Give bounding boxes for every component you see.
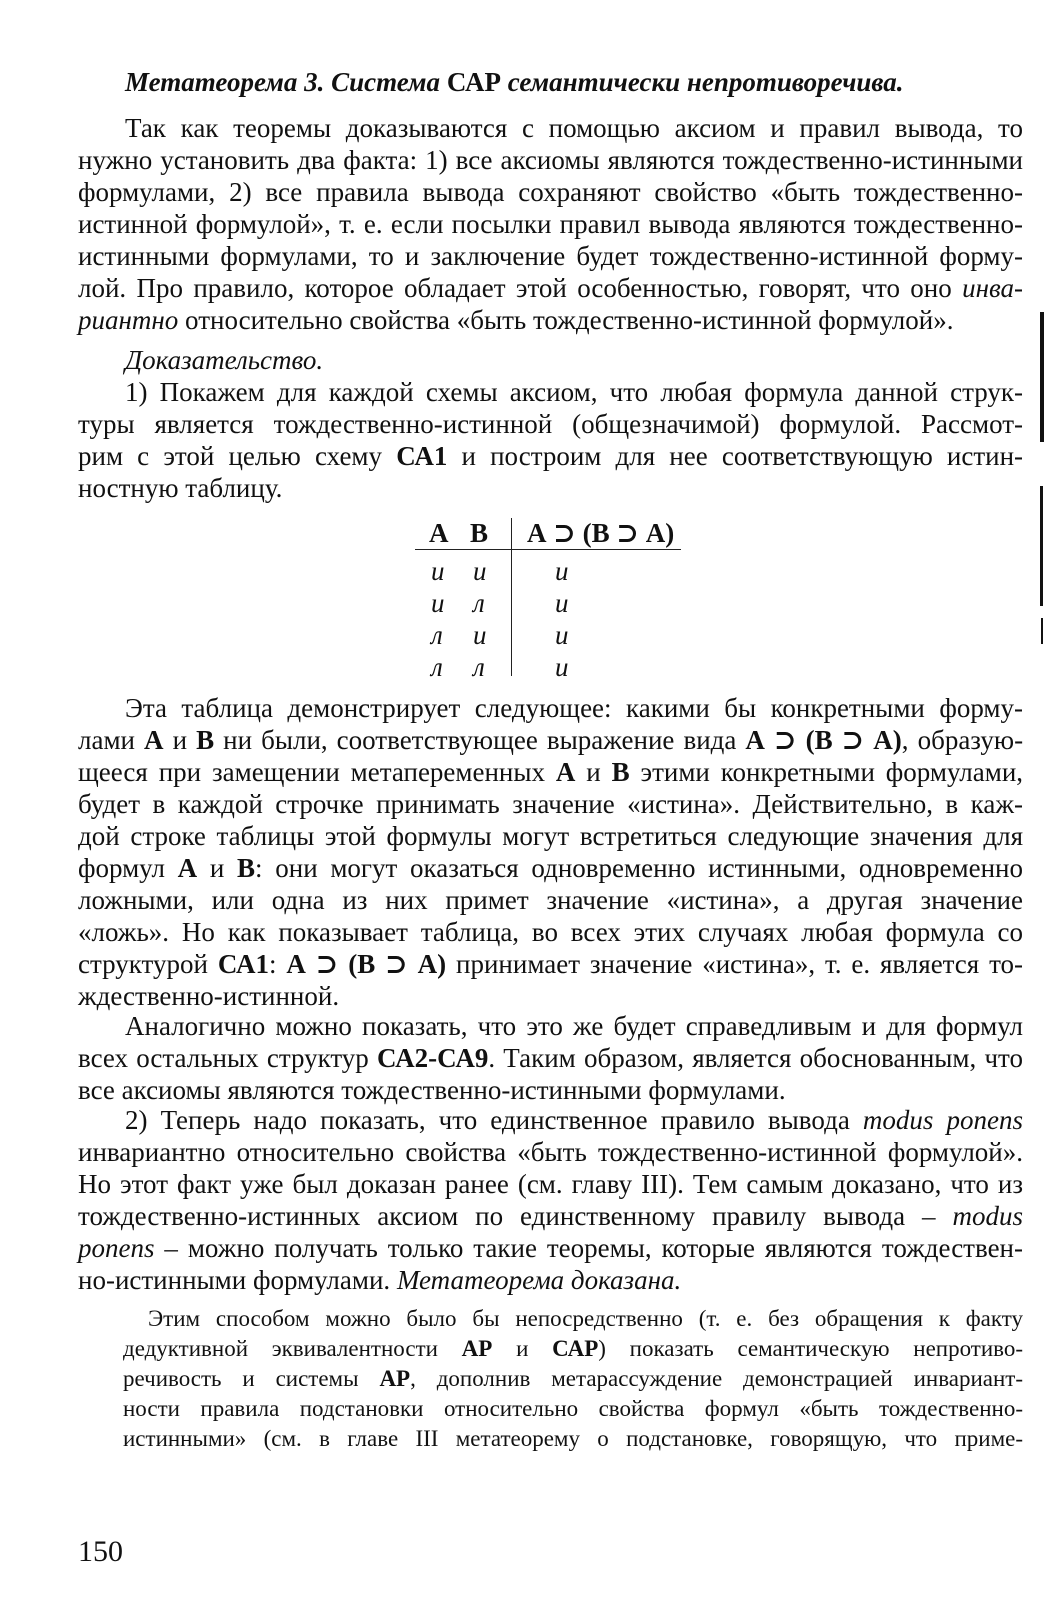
system-word: Система bbox=[331, 67, 441, 97]
table-header-formula: А ⊃ (В ⊃ А) bbox=[527, 518, 675, 548]
metatheorem-rest: семантически непротиворечива. bbox=[507, 67, 904, 97]
explanation-line: Эта таблица демонстрирует следующее: какими бы конкретными форму- bbox=[125, 693, 1023, 723]
note-line: Этим способом можно было бы непосредственно (т. е. без обращения к факту bbox=[148, 1306, 1023, 1331]
page-number: 150 bbox=[78, 1535, 123, 1568]
conclusion: Метатеорема доказана. bbox=[396, 1265, 682, 1295]
step2-paragraph bbox=[78, 1104, 1023, 1296]
axiom-range: СА2-СА9 bbox=[377, 1043, 489, 1073]
similarly-paragraph bbox=[78, 1010, 1023, 1106]
explanation-line: «ложь». Но как показывает таблица, во всех этих случаях любая формула со bbox=[78, 917, 1023, 947]
explanation-line: щееся при замещении метапеременных А и В этими конкретными формулами, bbox=[78, 757, 1024, 787]
metatheorem-title bbox=[78, 66, 1023, 98]
similarly-line: Аналогично можно показать, что это же будет справедливым и для формул bbox=[125, 1011, 1023, 1041]
intro-line: формулами, 2) все правила вывода сохраняют свойство «быть тождественно- bbox=[78, 177, 1023, 207]
step1-line: рим с этой целью схему СА1 и построим для нее соответствующую истин- bbox=[78, 441, 1024, 471]
italic-term: инва- bbox=[962, 273, 1023, 303]
explanation-line: ложными, или одна из них примет значение «истина», а другая значение bbox=[78, 885, 1023, 915]
table-cell: и bbox=[431, 588, 445, 618]
table-cell: л bbox=[431, 620, 443, 650]
table-header-a: А bbox=[429, 518, 449, 548]
proof-heading bbox=[78, 344, 1023, 376]
table-cell: и bbox=[473, 556, 487, 586]
intro-line: лой. Про правило, которое обладает этой особенностью, говорят, что оно инва- bbox=[78, 273, 1023, 303]
table-cell: и bbox=[555, 556, 569, 586]
explanation-line: дой строке таблицы этой формулы могут встретиться следующие значения для bbox=[78, 821, 1023, 851]
explanation-line: лами А и В ни были, соответствующее выражение вида А ⊃ (В ⊃ А), образую- bbox=[78, 725, 1024, 755]
note-line: дедуктивной эквивалентности АР и САР) показать семантическую непротиво- bbox=[123, 1336, 1023, 1361]
formula: А ⊃ (В ⊃ А) bbox=[745, 725, 902, 755]
step1-paragraph bbox=[78, 376, 1023, 504]
axiom-name: СА1 bbox=[396, 441, 448, 471]
italic-term: ponens bbox=[78, 1233, 155, 1263]
intro-line: риантно относительно свойства «быть тождественно-истинной формулой». bbox=[78, 305, 954, 335]
table-header-b: В bbox=[470, 518, 489, 548]
table-divider bbox=[511, 518, 512, 676]
table-cell: и bbox=[555, 620, 569, 650]
explanation-line: ждественно-истинной. bbox=[78, 981, 340, 1011]
step2-line: тождественно-истинных аксиом по единственному правилу вывода – modus bbox=[78, 1201, 1024, 1231]
similarly-line: все аксиомы являются тождественно-истинными формулами. bbox=[78, 1075, 786, 1105]
scan-edge-mark bbox=[1040, 312, 1044, 442]
italic-term: modus bbox=[952, 1201, 1024, 1231]
table-header-rule bbox=[415, 549, 681, 550]
step2-line: инвариантно относительно свойства «быть тождественно-истинной формулой». bbox=[78, 1137, 1023, 1167]
table-cell: л bbox=[431, 652, 443, 682]
step2-line: но-истинными формулами. Метатеорема доказана. bbox=[78, 1265, 682, 1295]
scan-edge-mark bbox=[1041, 618, 1043, 644]
note-paragraph bbox=[78, 1304, 1023, 1454]
system-name: САР bbox=[446, 67, 501, 97]
intro-line: истинными формулами, то и заключение будет тождественно-истинной форму- bbox=[78, 241, 1023, 271]
explanation-line: структурой СА1: А ⊃ (В ⊃ А) принимает значение «истина», т. е. является то- bbox=[78, 949, 1024, 979]
note-line: ности правила подстановки относительно свойства формул «быть тождественно- bbox=[123, 1396, 1023, 1421]
similarly-line: всех остальных структур СА2-СА9. Таким образом, является обоснованным, что bbox=[78, 1043, 1023, 1073]
proof-heading-text: Доказательство. bbox=[125, 345, 324, 375]
step1-line: ностную таблицу. bbox=[78, 473, 283, 503]
truth-table bbox=[415, 518, 685, 682]
intro-line: нужно установить два факта: 1) все аксиомы являются тождественно-истинными bbox=[78, 145, 1023, 175]
step1-line: 1) Покажем для каждой схемы аксиом, что любая формула данной струк- bbox=[125, 377, 1023, 407]
step2-line: Но этот факт уже был доказан ранее (см. главу III). Тем самым доказано, что из bbox=[78, 1169, 1023, 1199]
step2-line: 2) Теперь надо показать, что единственное правило вывода modus ponens bbox=[125, 1105, 1023, 1135]
note-line: речивость и системы АР, дополнив метарассуждение демонстрацией инвариант- bbox=[123, 1366, 1023, 1391]
table-cell: и bbox=[555, 588, 569, 618]
table-cell: и bbox=[473, 620, 487, 650]
intro-line: Так как теоремы доказываются с помощью аксиом и правил вывода, то bbox=[125, 113, 1023, 143]
step1-line: туры является тождественно-истинной (общезначимой) формулой. Рассмот- bbox=[78, 409, 1023, 439]
step2-line: ponens – можно получать только такие теоремы, которые являются тождествен- bbox=[78, 1233, 1023, 1263]
table-cell: л bbox=[473, 588, 485, 618]
explanation-line: формул А и В: они могут оказаться одновременно истинными, одновременно bbox=[78, 853, 1023, 883]
table-cell: и bbox=[555, 652, 569, 682]
note-line: истинными» (см. в главе III метатеорему о подстановке, говорящую, что приме- bbox=[123, 1426, 1023, 1451]
metatheorem-label: Метатеорема 3. bbox=[125, 67, 325, 97]
intro-paragraph bbox=[78, 112, 1023, 336]
scan-edge-mark bbox=[1040, 486, 1043, 606]
italic-term: modus ponens bbox=[862, 1105, 1023, 1135]
italic-term: риантно bbox=[78, 305, 179, 335]
explanation-paragraph bbox=[78, 692, 1023, 1012]
explanation-line: будет в каждой строчке принимать значение «истина». Действительно, в каж- bbox=[78, 789, 1023, 819]
table-cell: и bbox=[431, 556, 445, 586]
table-cell: л bbox=[473, 652, 485, 682]
intro-line: истинной формулой», т. е. если посылки правил вывода являются тождественно- bbox=[78, 209, 1023, 239]
